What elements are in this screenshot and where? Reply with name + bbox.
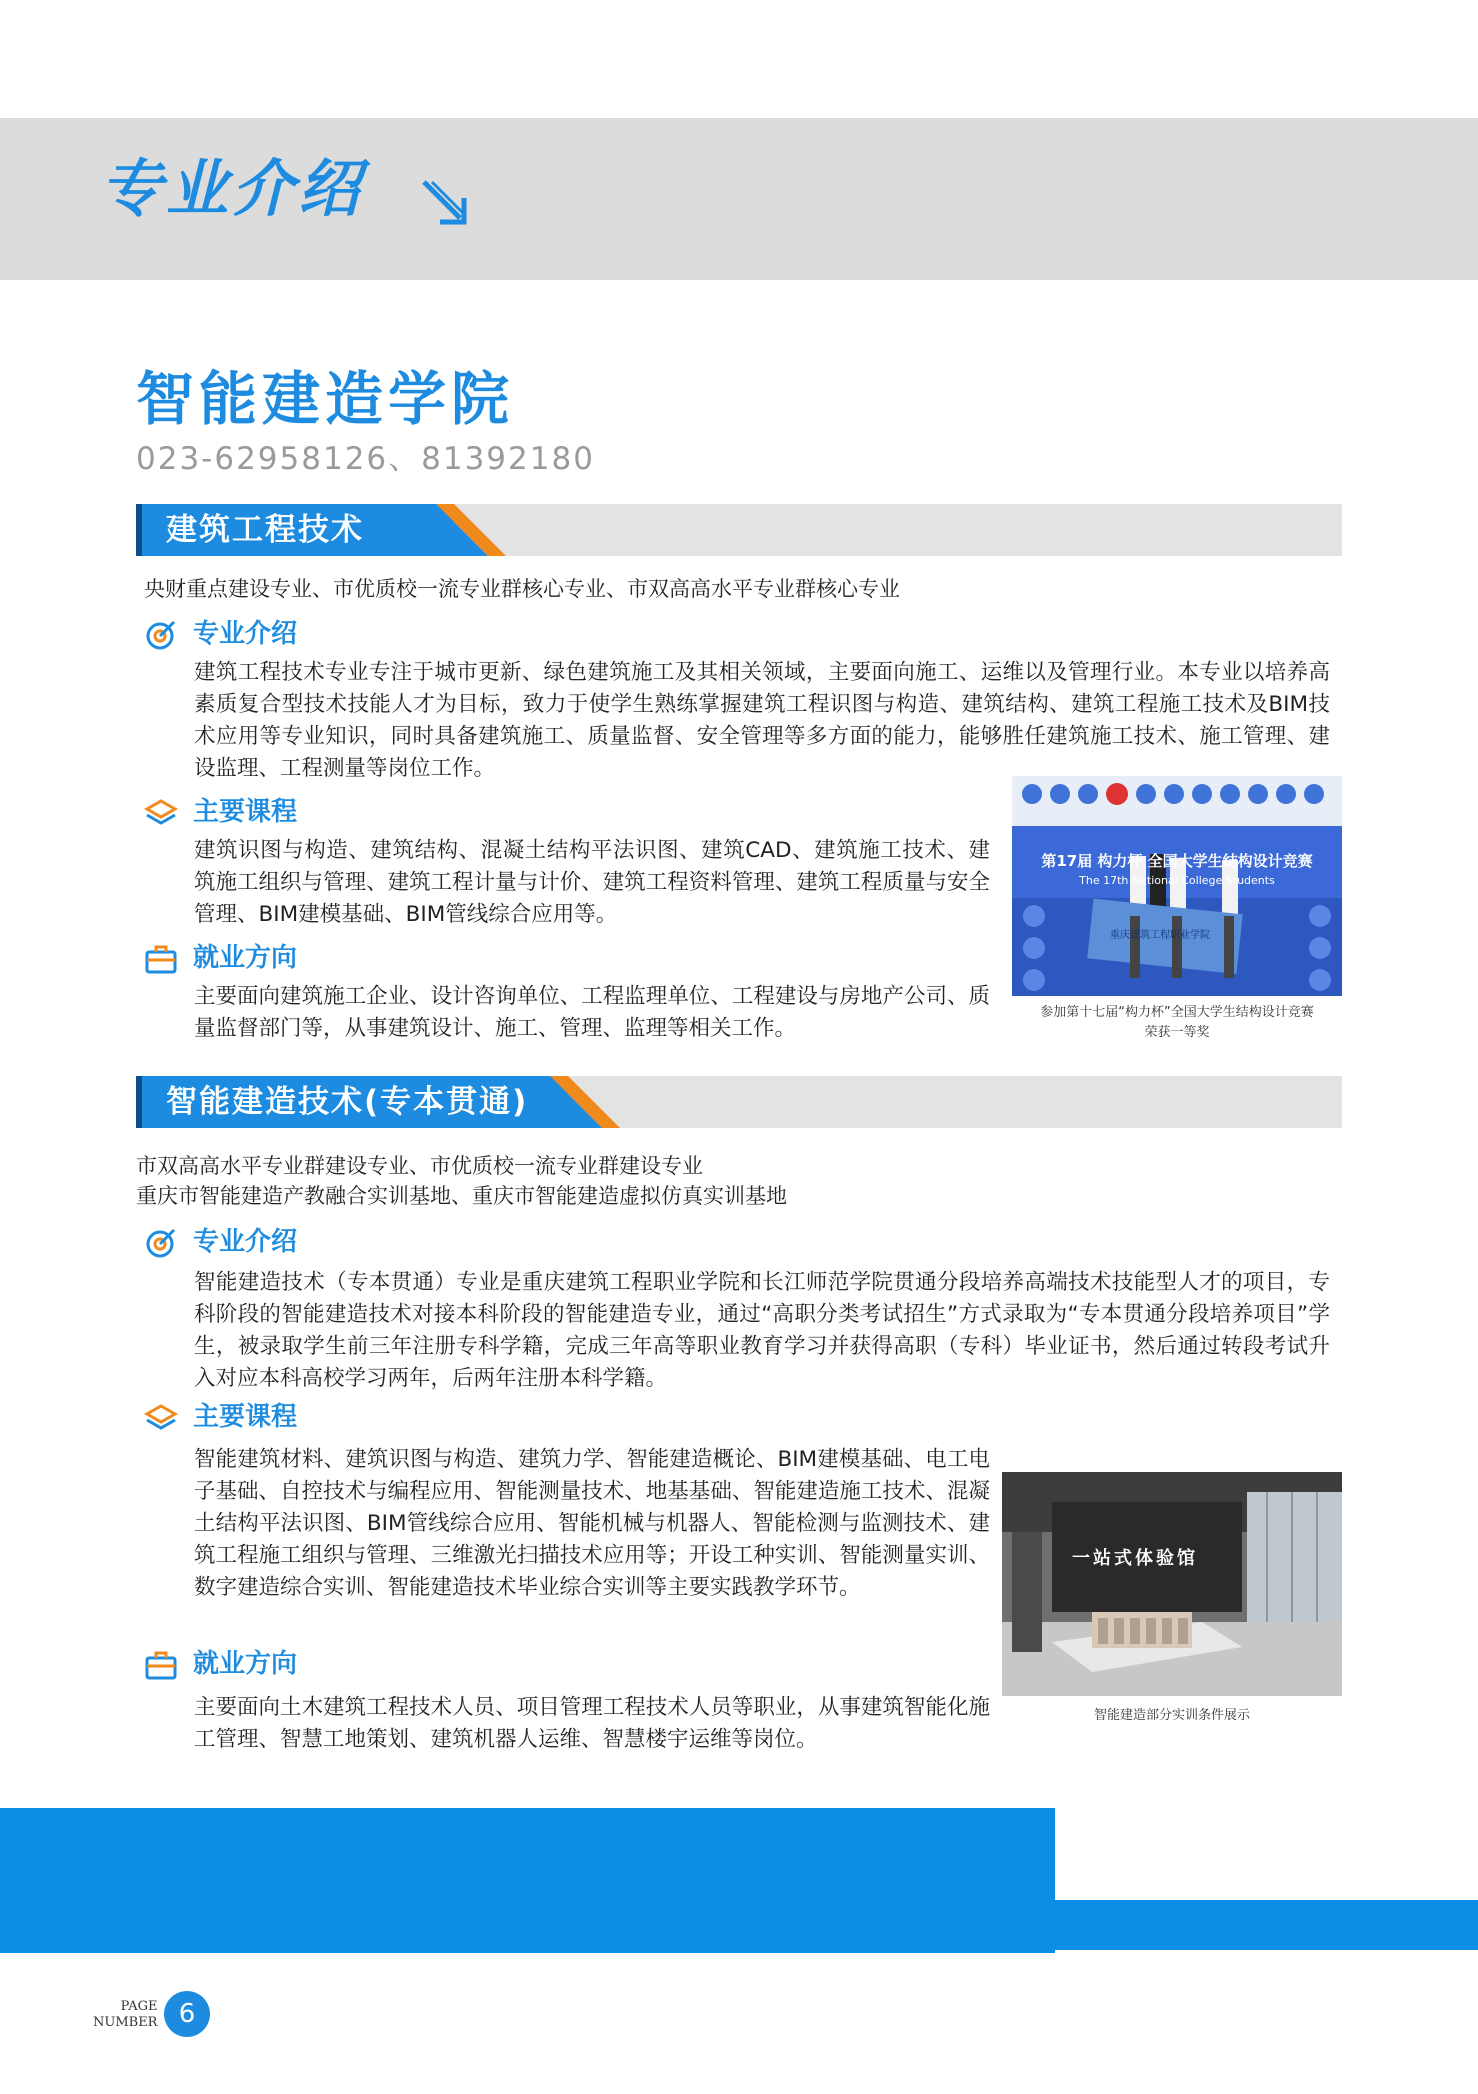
major-title-bar-1 [136, 504, 1342, 556]
orange-stripe-decor [436, 504, 506, 556]
major-1-courses-title: 主要课程 [193, 797, 298, 827]
major-1-intro-title: 专业介绍 [193, 619, 298, 649]
layers-icon [144, 796, 178, 830]
photo-banner-text: 第17届 构力杯 全国大学生结构设计竞赛 [1041, 852, 1313, 870]
arrow-down-right-icon [418, 176, 470, 228]
page-number-label [93, 1999, 157, 2031]
major-2-intro: 智能建造技术（专本贯通）专业是重庆建筑工程职业学院和长江师范学院贯通分段培养高端技术技能型人才的项目，专科阶段的智能建造技术对接本科阶段的智能建造专业，通过“高职分类考试招生”方式录取为“专本贯通分段培养项目”学生，被录取学生前三年注册专科学籍，完成三年高等职业教育学习并获得高职（专科）毕业证书，然后通过转段考试升入对应本科高校学习两年，后两年注册本科学籍。 [194, 1270, 1330, 1391]
major-1-career-title: 就业方向 [193, 943, 298, 973]
caption-line-2: 荣获一等奖 [1144, 1025, 1210, 1040]
college-phone: 023-62958126、81392180 [136, 441, 595, 477]
orange-stripe-decor [550, 1076, 620, 1128]
major-title-bar-2 [136, 1076, 1342, 1128]
competition-photo [1012, 776, 1342, 996]
page-number: 6 [164, 1991, 210, 2037]
photo-flag-text: 重庆建筑工程职业学院 [1110, 930, 1210, 941]
major-2-career-title: 就业方向 [193, 1649, 298, 1679]
briefcase-icon [144, 1648, 178, 1682]
target-icon [144, 618, 178, 652]
major-2-intro-title: 专业介绍 [193, 1227, 298, 1257]
major-2-tag-2: 重庆市智能建造产教融合实训基地、重庆市智能建造虚拟仿真实训基地 [136, 1184, 787, 1208]
footer-blue-strip [1055, 1900, 1478, 1950]
briefcase-icon [144, 942, 178, 976]
target-icon [144, 1226, 178, 1260]
facility-sign-text: 一站式体验馆 [1072, 1548, 1198, 1569]
major-1-name: 建筑工程技术 [166, 512, 364, 548]
major-2-name: 智能建造技术(专本贯通) [166, 1084, 529, 1120]
photo-banner-subtext: The 17th National College Students [1079, 874, 1275, 887]
major-1-intro: 建筑工程技术专业专注于城市更新、绿色建筑施工及其相关领域，主要面向施工、运维以及管理行业。本专业以培养高素质复合型技术技能人才为目标，致力于使学生熟练掌握建筑工程识图与构造、建筑结构、建筑工程施工技术及BIM技术应用等专业知识，同时具备建筑施工、质量监督、安全管理等多方面的能力，能够胜任建筑施工技术、施工管理、建设监理、工程测量等岗位工作。 [194, 660, 1330, 781]
major-2-tag-1: 市双高高水平专业群建设专业、市优质校一流专业群建设专业 [136, 1154, 703, 1178]
competition-caption [1002, 1003, 1352, 1043]
banner-title: 专业介绍 [100, 152, 365, 225]
number-word: NUMBER [93, 2015, 158, 2030]
major-2-courses: 智能建筑材料、建筑识图与构造、建筑力学、智能建造概论、BIM建模基础、电工电子基础、自控技术与编程应用、智能测量技术、地基基础、智能建造施工技术、混凝土结构平法识图、BIM管线综合应用、智能机械与机器人、智能检测与监测技术、建筑工程施工组织与管理、三维激光扫描技术应用等；开设工种实训、智能测量实训、数字建造综合实训、智能建造技术毕业综合实训等主要实践教学环节。 [194, 1447, 990, 1600]
training-facility-photo [1002, 1472, 1342, 1696]
footer-blue-band [0, 1808, 1055, 1953]
training-caption: 智能建造部分实训条件展示 [1093, 1708, 1250, 1723]
major-1-career: 主要面向建筑施工企业、设计咨询单位、工程监理单位、工程建设与房地产公司、质量监督部门等，从事建筑设计、施工、管理、监理等相关工作。 [194, 984, 990, 1041]
major-2-career: 主要面向土木建筑工程技术人员、项目管理工程技术人员等职业，从事建筑智能化施工管理、智慧工地策划、建筑机器人运维、智慧楼宇运维等岗位。 [194, 1695, 990, 1752]
major-1-courses: 建筑识图与构造、建筑结构、混凝土结构平法识图、建筑CAD、建筑施工技术、建筑施工组织与管理、建筑工程计量与计价、建筑工程资料管理、建筑工程质量与安全管理、BIM建模基础、BIM管线综合应用等。 [194, 838, 990, 927]
caption-line-1: 参加第十七届“构力杯”全国大学生结构设计竞赛 [1040, 1005, 1314, 1020]
layers-icon [144, 1401, 178, 1435]
major-2-courses-title: 主要课程 [193, 1402, 298, 1432]
college-name: 智能建造学院 [136, 365, 515, 433]
major-1-tag: 央财重点建设专业、市优质校一流专业群核心专业、市双高高水平专业群核心专业 [144, 577, 900, 601]
page-word: PAGE [120, 1999, 158, 2014]
